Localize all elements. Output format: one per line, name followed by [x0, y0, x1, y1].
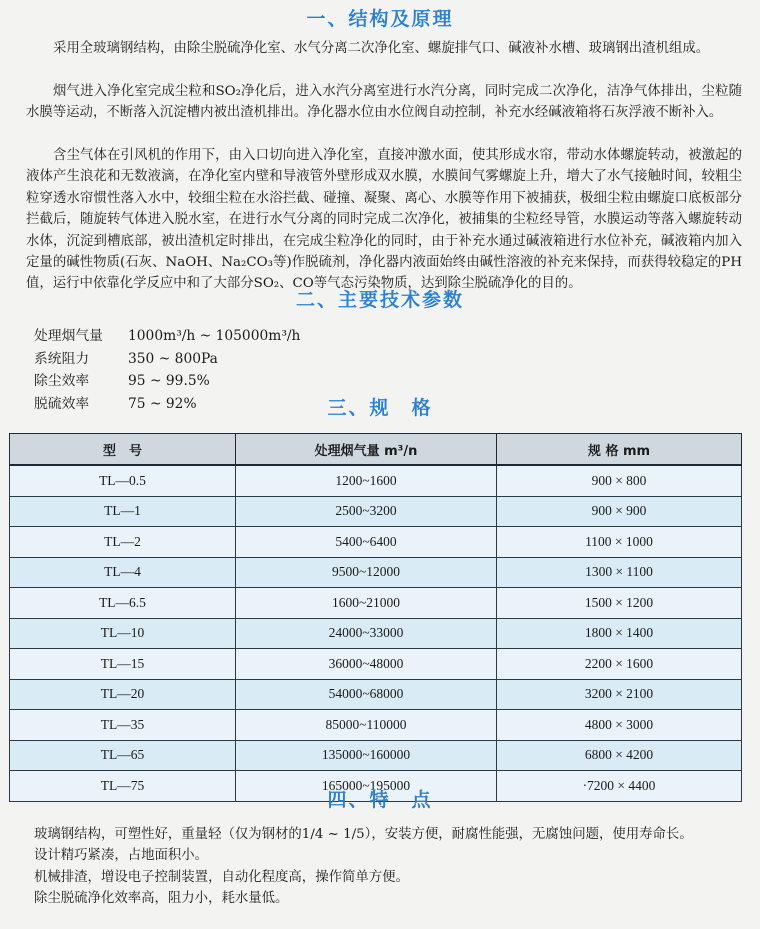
table-row — [10, 618, 742, 649]
cell-flow: 1200~1600 — [236, 465, 497, 496]
cell-size: 6800 × 4200 — [497, 740, 742, 771]
param-value: 95 ~ 99.5% — [128, 373, 210, 389]
cell-size: 4800 × 3000 — [497, 710, 742, 741]
feature-item: 除尘脱硫净化效率高，阻力小，耗水量低。 — [34, 891, 289, 907]
cell-flow: 5400~6400 — [236, 527, 497, 558]
table-row — [10, 465, 742, 496]
spec-table-header — [10, 434, 742, 466]
param-row — [34, 348, 300, 371]
param-label: 脱硫效率 — [34, 395, 90, 412]
param-label: 系统阻力 — [34, 350, 90, 367]
cell-size: 1800 × 1400 — [497, 618, 742, 649]
cell-flow: 54000~68000 — [236, 679, 497, 710]
param-label: 除尘效率 — [34, 373, 90, 389]
cell-model: TL—6.5 — [10, 588, 236, 619]
cell-size: 1500 × 1200 — [497, 588, 742, 619]
cell-model: TL—65 — [10, 740, 236, 771]
cell-model: TL—1 — [10, 496, 236, 527]
param-value: 75 ~ 92% — [128, 395, 197, 412]
structure-paragraph-1: 采用全玻璃钢结构，由除尘脱硫净化室、水气分离二次净化室、螺旋排气口、碱液补水槽、玻璃钢出渣机组成。 — [53, 41, 710, 56]
section-title-specs: 三、规 格 — [327, 397, 433, 419]
param-row — [34, 325, 300, 348]
cell-model: TL—75 — [10, 771, 236, 802]
cell-flow: 1600~21000 — [236, 588, 497, 619]
structure-paragraph-3: 含尘气体在引风机的作用下，由入口切向进入净化室，直接冲激水面，使其形成水帘，带动水体螺旋转动，被激起的液体产生浪花和无数液滴，在净化室内壁和导液管外壁形成双水膜，水膜间气雾螺旋上升，增大了水气接触时间，较粗尘粒穿透水帘惯性落入水中，较细尘粒在水浴拦截、碰撞、凝聚、离心、水膜等作用下被捕获，极细尘粒由螺旋口底板部分拦截后，随旋转气体进入脱水室，在进行水气分离的同时完成二次净化，被捕集的尘粒经导管，水膜运动等落入螺旋转动水体，沉淀到槽底部，被出渣机定时排出，在完成尘粒净化的同时，由于补充水通过碱液箱进行水位补充，碱液箱内加入定量的碱性物质(石灰、NaOH、Na₂CO₃等)作脱硫剂，净化器内液面始终由碱性溶液的补充来保持，而获得较稳定的PH值，运行中依靠化学反应中和了大部分SO₂、CO等气态污染物质，达到除尘脱硫净化的目的。 — [26, 148, 742, 292]
section-title-features: 四、特 点 — [327, 789, 433, 811]
cell-size: 1100 × 1000 — [497, 527, 742, 558]
table-row — [10, 710, 742, 741]
cell-model: TL—10 — [10, 618, 236, 649]
cell-size: ·7200 × 4400 — [497, 771, 742, 802]
cell-flow: 135000~160000 — [236, 740, 497, 771]
features-list — [26, 824, 742, 910]
cell-flow: 2500~3200 — [236, 496, 497, 527]
cell-size: 900 × 800 — [497, 465, 742, 496]
feature-item: 机械排渣，增设电子控制装置，自动化程度高，操作简单方便。 — [34, 869, 409, 885]
cell-size: 2200 × 1600 — [497, 649, 742, 680]
cell-flow: 165000~195000 — [236, 771, 497, 802]
section-title-structure: 一、结构及原理 — [306, 8, 454, 30]
structure-paragraph-2: 烟气进入净化室完成尘粒和SO₂净化后，进入水汽分离室进行水汽分离，同时完成二次净化，洁净气体排出，尘粒随水膜等运动，不断落入沉淀槽内被出渣机排出。净化器水位由水位阀自动控制，补充水经碱液箱将石灰浮液不断补入。 — [26, 84, 742, 121]
cell-model: TL—0.5 — [10, 465, 236, 496]
param-value: 1000m³/h ~ 105000m³/h — [128, 328, 301, 344]
cell-model: TL—20 — [10, 679, 236, 710]
table-row — [10, 496, 742, 527]
cell-flow: 24000~33000 — [236, 618, 497, 649]
cell-model: TL—4 — [10, 557, 236, 588]
section-title-params: 二、主要技术参数 — [295, 289, 464, 311]
cell-size: 3200 × 2100 — [497, 679, 742, 710]
table-row — [10, 679, 742, 710]
cell-flow: 36000~48000 — [236, 649, 497, 680]
param-value: 350 ~ 800Pa — [128, 350, 218, 367]
param-row — [34, 370, 300, 393]
cell-size: 1300 × 1100 — [497, 557, 742, 588]
cell-model: TL—35 — [10, 710, 236, 741]
spec-table — [9, 433, 742, 802]
table-row — [10, 588, 742, 619]
cell-flow: 85000~110000 — [236, 710, 497, 741]
header-flow: 处理烟气量 m³/n — [236, 434, 497, 466]
table-row — [10, 649, 742, 680]
feature-item: 设计精巧紧凑，占地面积小。 — [34, 848, 209, 864]
cell-size: 900 × 900 — [497, 496, 742, 527]
cell-model: TL—2 — [10, 527, 236, 558]
header-model: 型 号 — [10, 434, 236, 466]
cell-model: TL—15 — [10, 649, 236, 680]
table-row — [10, 740, 742, 771]
cell-flow: 9500~12000 — [236, 557, 497, 588]
table-row — [10, 527, 742, 558]
header-size: 规 格 mm — [497, 434, 742, 466]
table-row — [10, 557, 742, 588]
feature-item: 玻璃钢结构，可塑性好，重量轻（仅为钢材的1/4 ~ 1/5），安装方便，耐腐性能强，无腐蚀问题，使用寿命长。 — [34, 827, 693, 842]
param-label: 处理烟气量 — [34, 328, 103, 344]
